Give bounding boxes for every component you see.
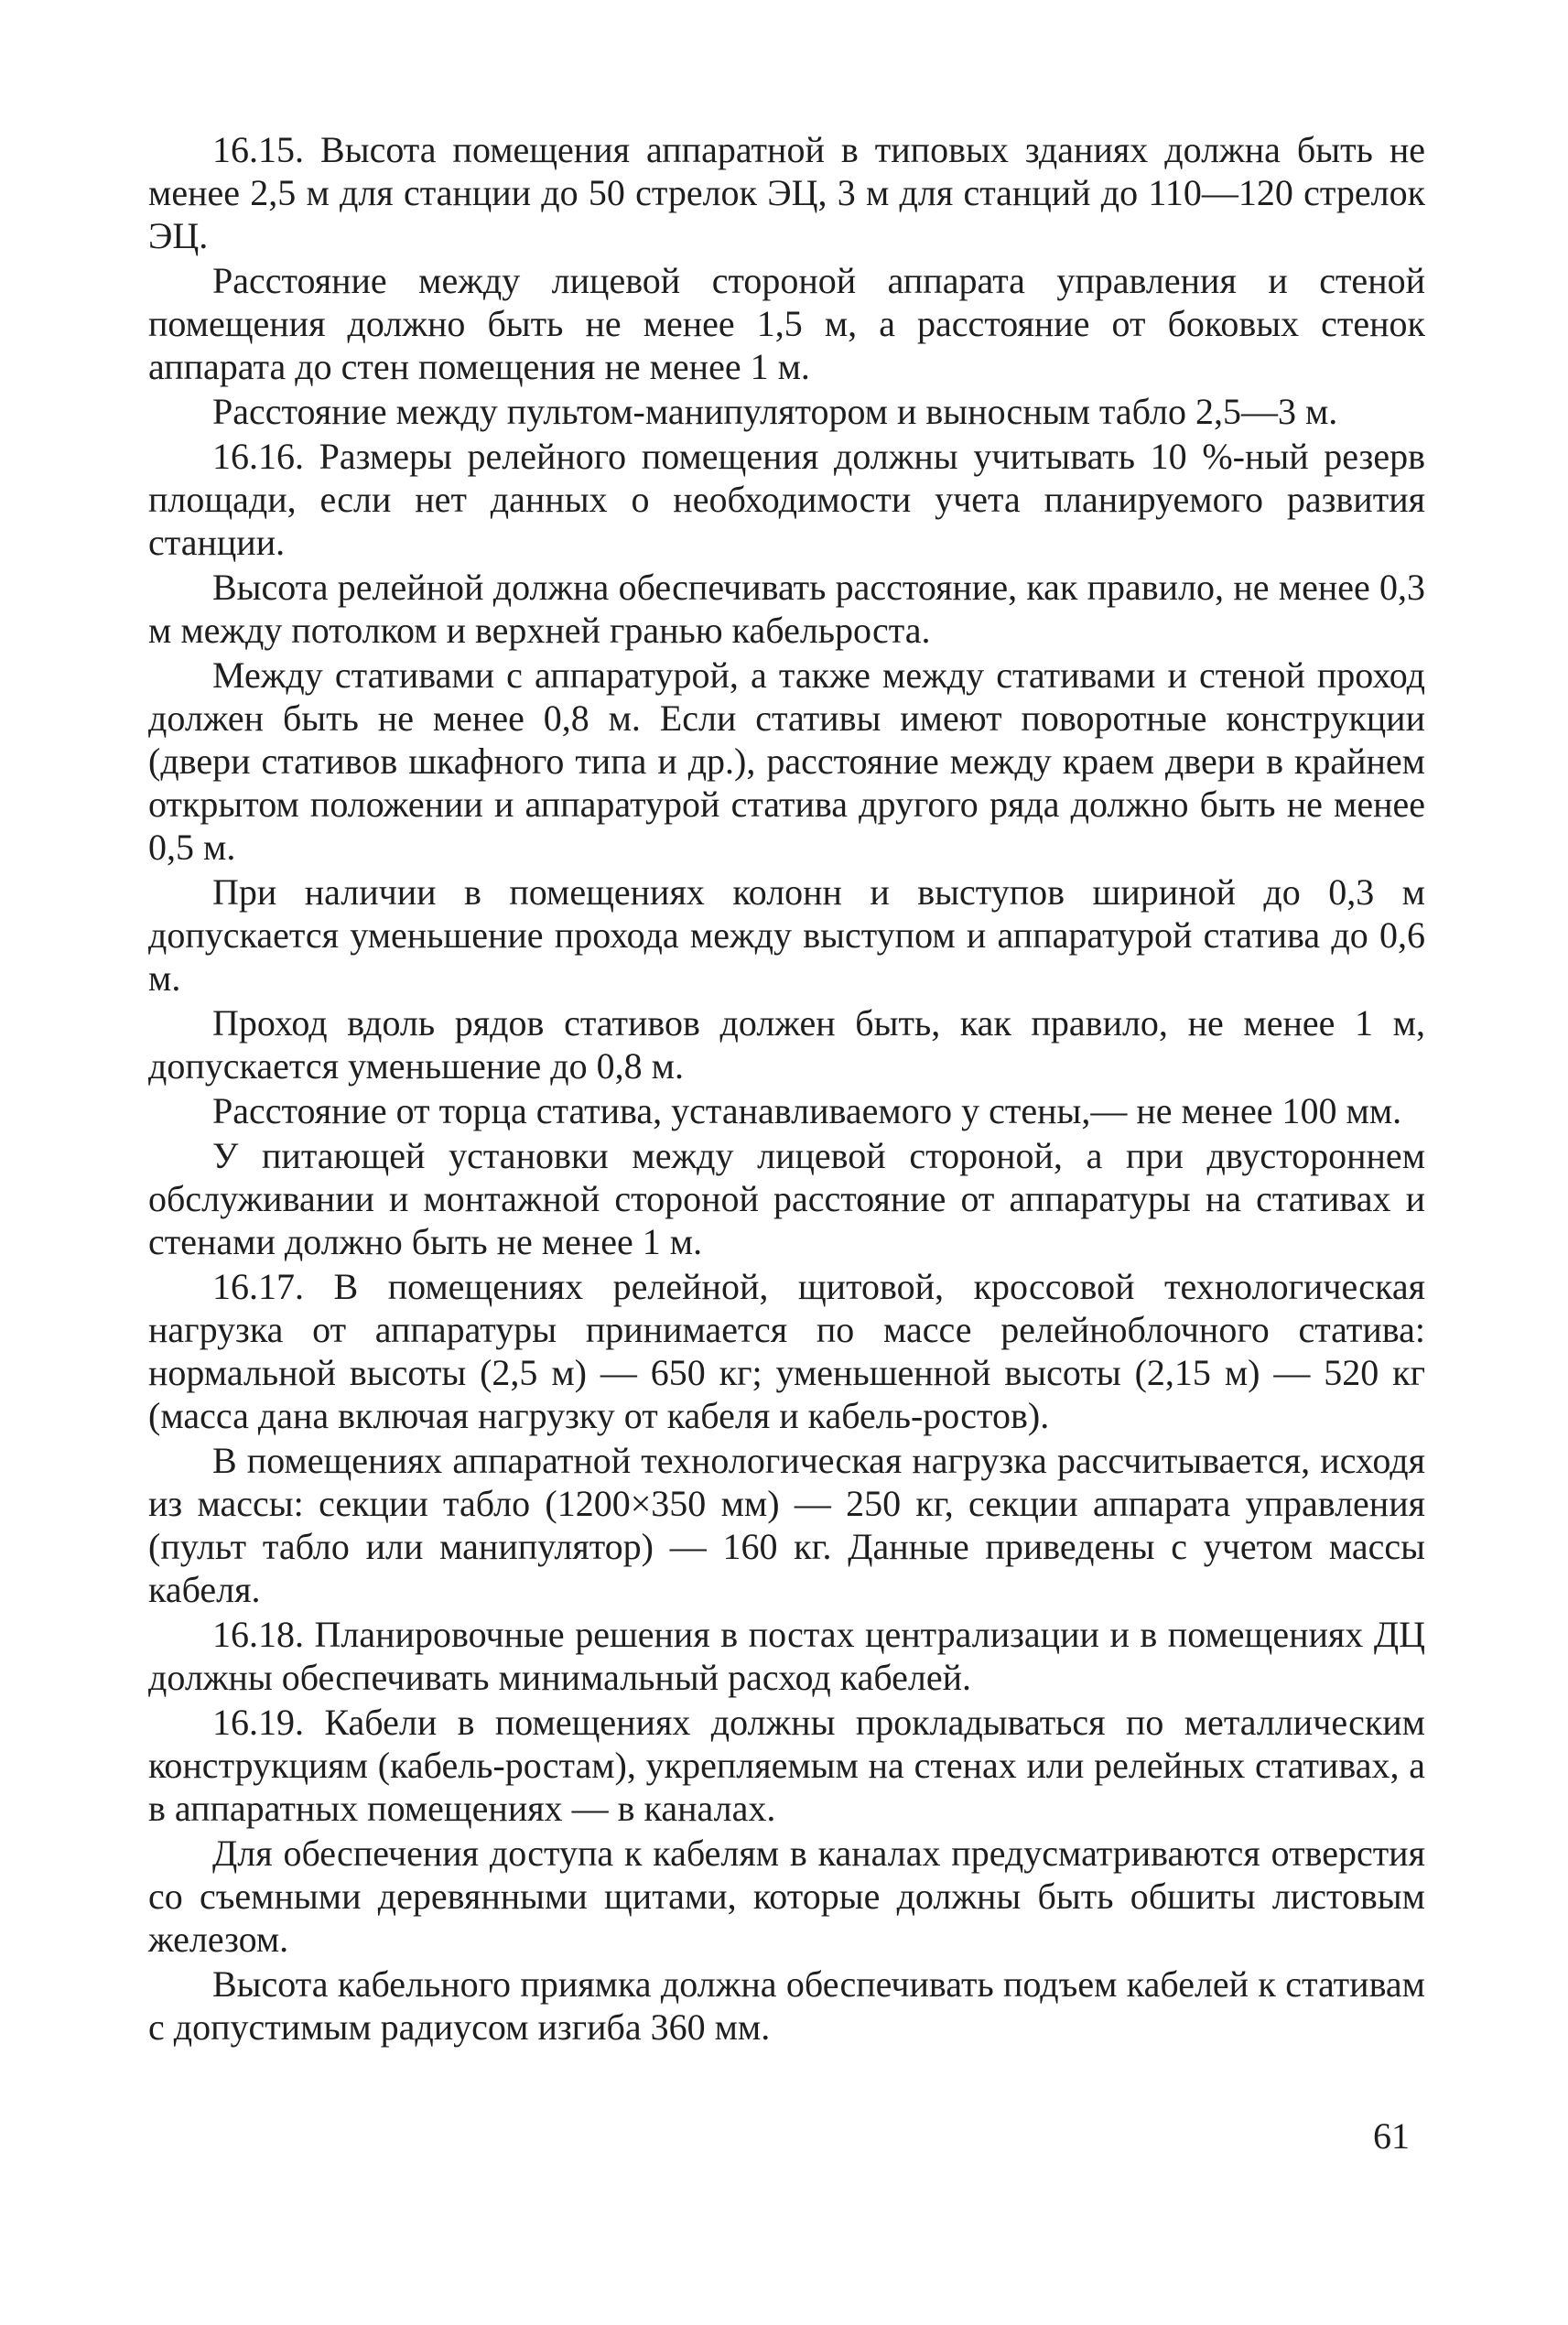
paragraph-rack-passage: Между стативами с аппаратурой, а также между стативами и стеной проход должен быть не менее 0,8 м. Если стативы имеют поворотные конструкции (двери стативов шкафного типа и др.), расстояние между краем двери в крайнем открытом положении и аппаратурой статива другого ряда должно быть не менее 0,5 м.: [148, 654, 1425, 868]
paragraph-rack-end: Расстояние от торца статива, устанавливаемого у стены,— не менее 100 мм.: [212, 1090, 1402, 1131]
paragraph-16-15: 16.15. Высота помещения аппаратной в типовых зданиях должна быть не менее 2,5 м для станции до 50 стрелок ЭЦ, 3 м для станций до 110—120 стрелок ЭЦ.: [148, 129, 1425, 256]
paragraph-16-16: 16.16. Размеры релейного помещения должны учитывать 10 %-ный резерв площади, если нет данных о необходимости учета планируемого развития станции.: [148, 436, 1425, 563]
paragraph-16-18: 16.18. Планировочные решения в постах централизации и в помещениях ДЦ должны обеспечивать минимальный расход кабелей.: [148, 1614, 1425, 1698]
paragraph-power-unit: У питающей установки между лицевой стороной, а при двустороннем обслуживании и монтажной стороной расстояние от аппаратуры на стативах и стенами должно быть не менее 1 м.: [148, 1135, 1425, 1262]
paragraph-panel-distance: Расстояние между пультом-манипулятором и выносным табло 2,5—3 м.: [212, 391, 1338, 432]
paragraph-columns: При наличии в помещениях колонн и выступов шириной до 0,3 м допускается уменьшение прохода между выступом и аппаратурой статива до 0,6 м.: [148, 871, 1425, 999]
paragraph-control-distance: Расстояние между лицевой стороной аппарата управления и стеной помещения должно быть не менее 1,5 м, а расстояние от боковых стенок аппарата до стен помещения не менее 1 м.: [148, 260, 1425, 387]
paragraph-cable-pit: Высота кабельного приямка должна обеспечивать подъем кабелей к стативам с допустимым радиусом изгиба 360 мм.: [148, 1963, 1425, 2048]
paragraph-16-17: 16.17. В помещениях релейной, щитовой, кроссовой технологическая нагрузка от аппаратуры принимается по массе релейноблочного статива: нормальной высоты (2,5 м) — 650 кг; уменьшенной высоты (2,15 м) — 520 кг (масса дана включая нагрузку от кабеля и кабель-ростов).: [148, 1266, 1425, 1436]
page-number: 61: [1373, 2115, 1410, 2157]
paragraph-relay-height: Высота релейной должна обеспечивать расстояние, как правило, не менее 0,3 м между потолком и верхней гранью кабельроста.: [148, 567, 1425, 651]
page-body: [148, 128, 1425, 2050]
paragraph-cable-access: Для обеспечения доступа к кабелям в каналах предусматриваются отверстия со съемными деревянными щитами, которые должны быть обшиты листовым железом.: [148, 1833, 1425, 1960]
paragraph-16-19: 16.19. Кабели в помещениях должны прокладываться по металлическим конструкциям (кабель-ростам), укрепляемым на стенах или релейных стативах, а в аппаратных помещениях — в каналах.: [148, 1702, 1425, 1829]
paragraph-row-passage: Проход вдоль рядов стативов должен быть, как правило, не менее 1 м, допускается уменьшение до 0,8 м.: [148, 1002, 1425, 1087]
paragraph-equipment-load: В помещениях аппаратной технологическая нагрузка рассчитывается, исходя из массы: секции табло (1200×350 мм) — 250 кг, секции аппарата управления (пульт табло или манипулятор) — 160 кг. Данные приведены с учетом массы кабеля.: [148, 1440, 1425, 1610]
